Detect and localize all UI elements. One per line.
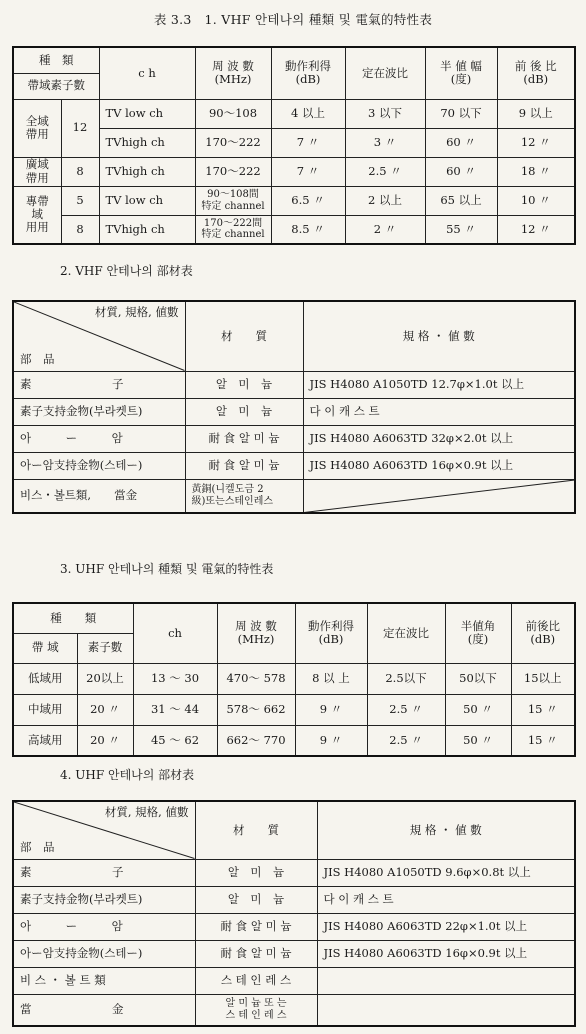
ch-cell: TV low ch — [99, 186, 195, 215]
ch-cell: 13 〜 30 — [133, 663, 217, 694]
header-frequency: 周 波 數 (MHz) — [217, 603, 295, 663]
vhf-characteristics-table — [12, 46, 576, 245]
part-cell: 비스・볼트類, 當金 — [13, 479, 185, 513]
beam-cell: 50 〃 — [445, 694, 511, 725]
elements-cell: 12 — [61, 99, 99, 157]
spec-cell — [317, 967, 575, 994]
header-gain: 動作利得 (dB) — [295, 603, 367, 663]
gain-cell: 8.5 〃 — [271, 215, 345, 244]
band-cell: 廣域 帶用 — [13, 157, 61, 186]
spec-cell: JIS H4080 A6063TD 32φ×2.0t 以上 — [303, 425, 575, 452]
section-title: 3. UHF 안테나의 種類 및 電氣的特性表 — [60, 562, 274, 576]
elements-cell: 20以上 — [77, 663, 133, 694]
part-cell: 아 ー 암 — [13, 425, 185, 452]
beam-cell: 70 以下 — [425, 99, 497, 128]
fb-cell: 15以上 — [511, 663, 575, 694]
gain-cell: 4 以上 — [271, 99, 345, 128]
spec-cell — [317, 994, 575, 1026]
header-band: 帶 域 — [13, 633, 77, 663]
header-ch: ch — [133, 603, 217, 663]
part-cell: 當 金 — [13, 994, 195, 1026]
freq-cell: 170〜222間 特定 channel — [195, 215, 271, 244]
fb-cell: 15 〃 — [511, 725, 575, 756]
uhf-parts-table — [12, 800, 576, 1027]
spec-cell: 다 이 캐 스 트 — [303, 398, 575, 425]
vswr-cell: 2.5以下 — [367, 663, 445, 694]
corner-top-label: 材質, 規格, 値數 — [104, 805, 189, 819]
material-cell: 알 미 늄 — [185, 398, 303, 425]
ch-cell: TV low ch — [99, 99, 195, 128]
header-vswr: 定在波比 — [367, 603, 445, 663]
header-spec: 規 格 ・ 値 數 — [317, 801, 575, 859]
band-cell: 專帶 域 用用 — [13, 186, 61, 244]
fb-cell: 9 以上 — [497, 99, 575, 128]
vswr-cell: 3 〃 — [345, 128, 425, 157]
corner-top-label: 材質, 規格, 値數 — [94, 305, 179, 319]
material-cell: 耐 食 알 미 늄 — [185, 425, 303, 452]
header-material: 材 質 — [195, 801, 317, 859]
part-cell: 비 스 ・ 볼 트 類 — [13, 967, 195, 994]
material-cell: 耐 食 알 미 늄 — [195, 940, 317, 967]
gain-cell: 9 〃 — [295, 694, 367, 725]
freq-cell: 90〜108間 特定 channel — [195, 186, 271, 215]
vswr-cell: 3 以下 — [345, 99, 425, 128]
gain-cell: 7 〃 — [271, 157, 345, 186]
header-beamwidth: 半 値 幅 (度) — [425, 47, 497, 99]
gain-cell: 7 〃 — [271, 128, 345, 157]
elements-cell: 5 — [61, 186, 99, 215]
material-cell: 알 미 늄 — [195, 886, 317, 913]
material-cell: 黃銅(니켈도금 2 級)또는스테인레스 — [185, 479, 303, 513]
fb-cell: 10 〃 — [497, 186, 575, 215]
band-cell: 中域用 — [13, 694, 77, 725]
corner-bottom-label: 部 品 — [20, 840, 55, 855]
freq-cell: 662〜 770 — [217, 725, 295, 756]
spec-cell: JIS H4080 A1050TD 9.6φ×0.8t 以上 — [317, 859, 575, 886]
beam-cell: 60 〃 — [425, 128, 497, 157]
header-spec: 規 格 ・ 値 數 — [303, 301, 575, 371]
corner-header — [13, 301, 185, 371]
freq-cell: 90〜108 — [195, 99, 271, 128]
material-cell: 耐 食 알 미 늄 — [185, 452, 303, 479]
uhf-characteristics-table — [12, 602, 576, 757]
gain-cell: 8 以 上 — [295, 663, 367, 694]
header-front-back: 前 後 比 (dB) — [497, 47, 575, 99]
gain-cell: 6.5 〃 — [271, 186, 345, 215]
vswr-cell: 2.5 〃 — [367, 725, 445, 756]
freq-cell: 170〜222 — [195, 128, 271, 157]
header-elements: 素子數 — [77, 633, 133, 663]
beam-cell: 65 以上 — [425, 186, 497, 215]
material-cell: 스 테 인 레 스 — [195, 967, 317, 994]
freq-cell: 470〜 578 — [217, 663, 295, 694]
ch-cell: TVhigh ch — [99, 157, 195, 186]
ch-cell: TVhigh ch — [99, 215, 195, 244]
gain-cell: 9 〃 — [295, 725, 367, 756]
material-cell: 알 미 늄 — [185, 371, 303, 398]
elements-cell: 8 — [61, 215, 99, 244]
header-beam-angle: 半値角 (度) — [445, 603, 511, 663]
header-band-elements: 帶域素子數 — [13, 73, 99, 99]
spec-cell: 다 이 캐 스 트 — [317, 886, 575, 913]
freq-cell: 578〜 662 — [217, 694, 295, 725]
part-cell: 아ー암支持金物(스테ー) — [13, 452, 185, 479]
fb-cell: 12 〃 — [497, 215, 575, 244]
empty-spec-cell — [303, 479, 575, 513]
part-cell: 素子支持金物(부라켓트) — [13, 398, 185, 425]
spec-cell: JIS H4080 A1050TD 12.7φ×1.0t 以上 — [303, 371, 575, 398]
vswr-cell: 2.5 〃 — [367, 694, 445, 725]
fb-cell: 18 〃 — [497, 157, 575, 186]
part-cell: 素子支持金物(부라켓트) — [13, 886, 195, 913]
material-cell: 알 미 늄 또 는 스 테 인 레 스 — [195, 994, 317, 1026]
header-ch: c h — [99, 47, 195, 99]
spec-cell: JIS H4080 A6063TD 16φ×0.9t 以上 — [317, 940, 575, 967]
header-front-back: 前後比 (dB) — [511, 603, 575, 663]
vhf-parts-table — [12, 300, 576, 514]
vswr-cell: 2.5 〃 — [345, 157, 425, 186]
elements-cell: 20 〃 — [77, 694, 133, 725]
header-gain: 動作利得 (dB) — [271, 47, 345, 99]
beam-cell: 50以下 — [445, 663, 511, 694]
band-cell: 低域用 — [13, 663, 77, 694]
beam-cell: 60 〃 — [425, 157, 497, 186]
section-title: 2. VHF 안테나의 部材表 — [60, 264, 193, 278]
ch-cell: 31 〜 44 — [133, 694, 217, 725]
corner-bottom-label: 部 品 — [20, 352, 55, 367]
spec-cell: JIS H4080 A6063TD 16φ×0.9t 以上 — [303, 452, 575, 479]
spec-cell: JIS H4080 A6063TD 22φ×1.0t 以上 — [317, 913, 575, 940]
fb-cell: 12 〃 — [497, 128, 575, 157]
header-frequency: 周 波 數 (MHz) — [195, 47, 271, 99]
vswr-cell: 2 以上 — [345, 186, 425, 215]
elements-cell: 20 〃 — [77, 725, 133, 756]
freq-cell: 170〜222 — [195, 157, 271, 186]
header-vswr: 定在波比 — [345, 47, 425, 99]
ch-cell: TVhigh ch — [99, 128, 195, 157]
ch-cell: 45 〜 62 — [133, 725, 217, 756]
header-kind: 種 類 — [13, 603, 133, 633]
section-title: 4. UHF 안테나의 部材表 — [60, 768, 195, 782]
band-cell: 全域 帶用 — [13, 99, 61, 157]
beam-cell: 50 〃 — [445, 725, 511, 756]
part-cell: 아 ー 암 — [13, 913, 195, 940]
header-kind: 種 類 — [13, 47, 99, 73]
part-cell: 素 子 — [13, 859, 195, 886]
material-cell: 耐 食 알 미 늄 — [195, 913, 317, 940]
elements-cell: 8 — [61, 157, 99, 186]
header-material: 材 質 — [185, 301, 303, 371]
part-cell: 아ー암支持金物(스테ー) — [13, 940, 195, 967]
material-cell: 알 미 늄 — [195, 859, 317, 886]
band-cell: 高域用 — [13, 725, 77, 756]
corner-header — [13, 801, 195, 859]
document-title: 表 3.3 1. VHF 안테나의 種類 및 電氣的特性表 — [153, 12, 433, 27]
fb-cell: 15 〃 — [511, 694, 575, 725]
part-cell: 素 子 — [13, 371, 185, 398]
vswr-cell: 2 〃 — [345, 215, 425, 244]
beam-cell: 55 〃 — [425, 215, 497, 244]
